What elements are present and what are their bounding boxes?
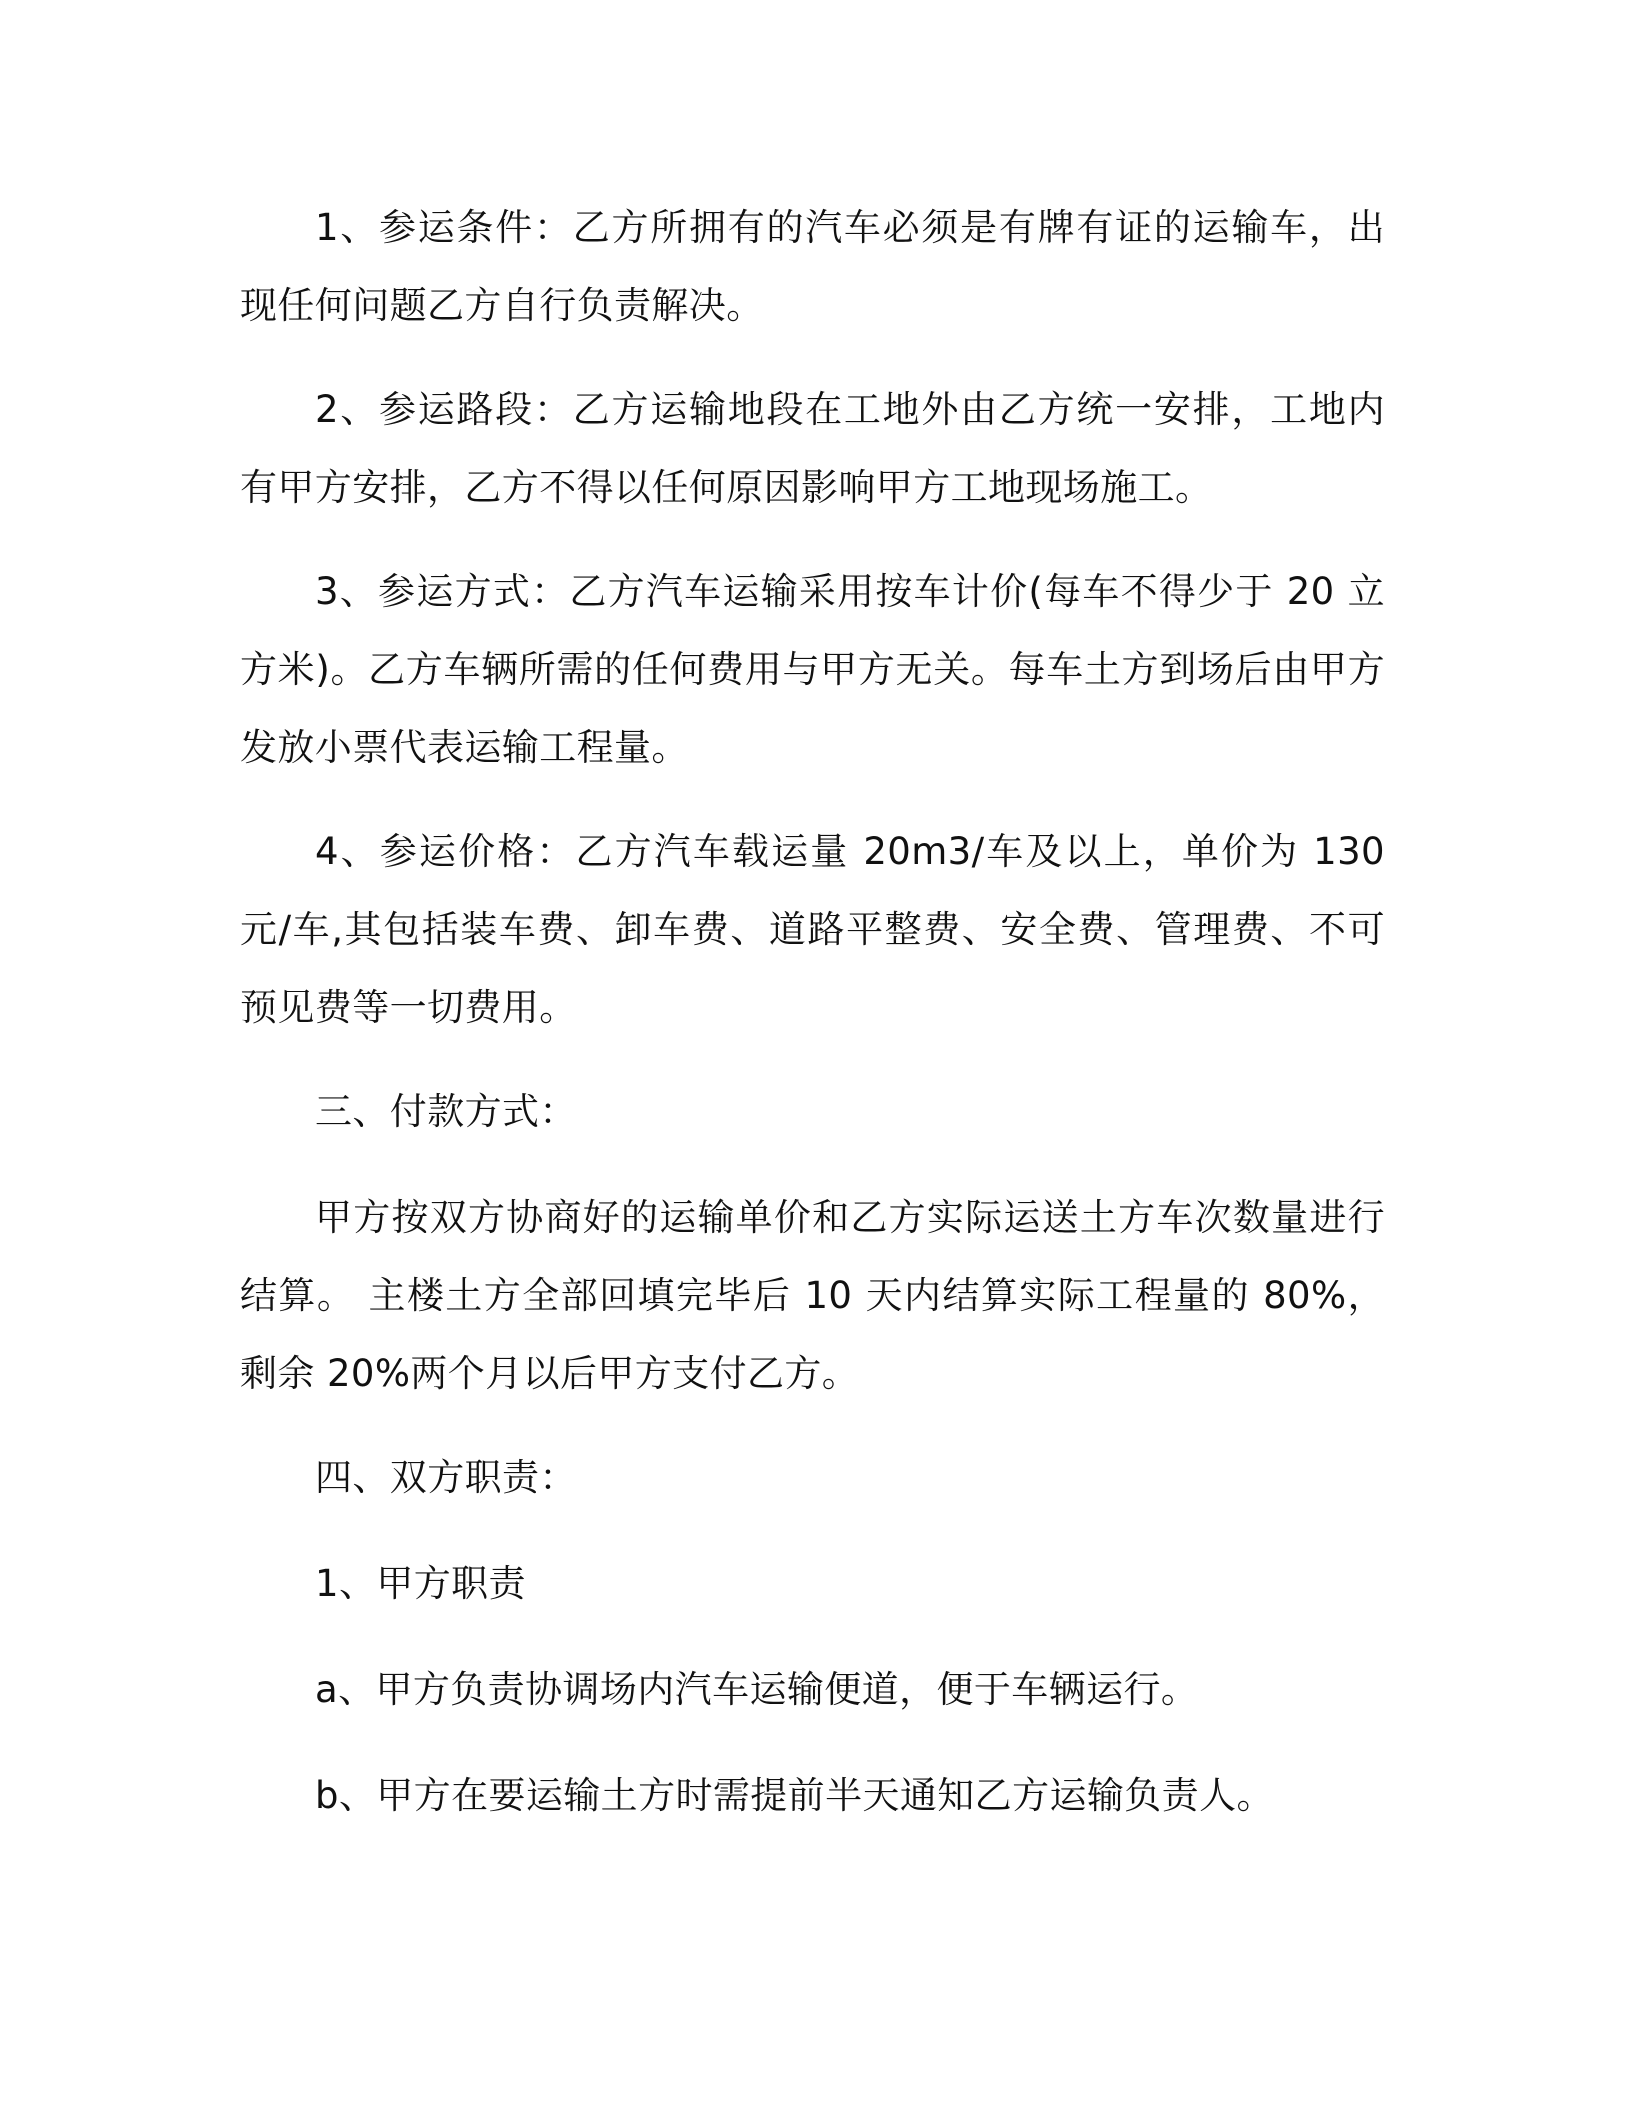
payment-paragraph: 甲方按双方协商好的运输单价和乙方实际运送土方车次数量进行结算。 主楼土方全部回填完毕后 10 天内结算实际工程量的 80%，剩余 20%两个月以后甲方支付乙方。 (240, 1196, 1385, 1395)
clause-3-method: 3、参运方式：乙方汽车运输采用按车计价(每车不得少于 20 立方米)。乙方车辆所需的任何费用与甲方无关。每车土方到场后由甲方发放小票代表运输工程量。 (240, 570, 1385, 769)
duty-a-item: a、甲方负责协调场内汽车运输便道，便于车辆运行。 (315, 1668, 1199, 1711)
duty-b-item: b、甲方在要运输土方时需提前半天通知乙方运输负责人。 (315, 1774, 1274, 1817)
clause-4-price: 4、参运价格：乙方汽车载运量 20m3/车及以上，单价为 130 元/车,其包括装车费、卸车费、道路平整费、安全费、管理费、不可预见费等一切费用。 (240, 830, 1385, 1029)
document-body (240, 189, 1385, 1863)
section-4-heading: 四、双方职责： (315, 1456, 577, 1499)
section-3-heading: 三、付款方式： (315, 1090, 577, 1133)
clause-1-conditions: 1、参运条件：乙方所拥有的汽车必须是有牌有证的运输车，出现任何问题乙方自行负责解决。 (240, 206, 1385, 327)
party-a-duties-heading: 1、甲方职责 (315, 1562, 526, 1605)
clause-2-route: 2、参运路段：乙方运输地段在工地外由乙方统一安排，工地内有甲方安排，乙方不得以任何原因影响甲方工地现场施工。 (240, 388, 1385, 509)
